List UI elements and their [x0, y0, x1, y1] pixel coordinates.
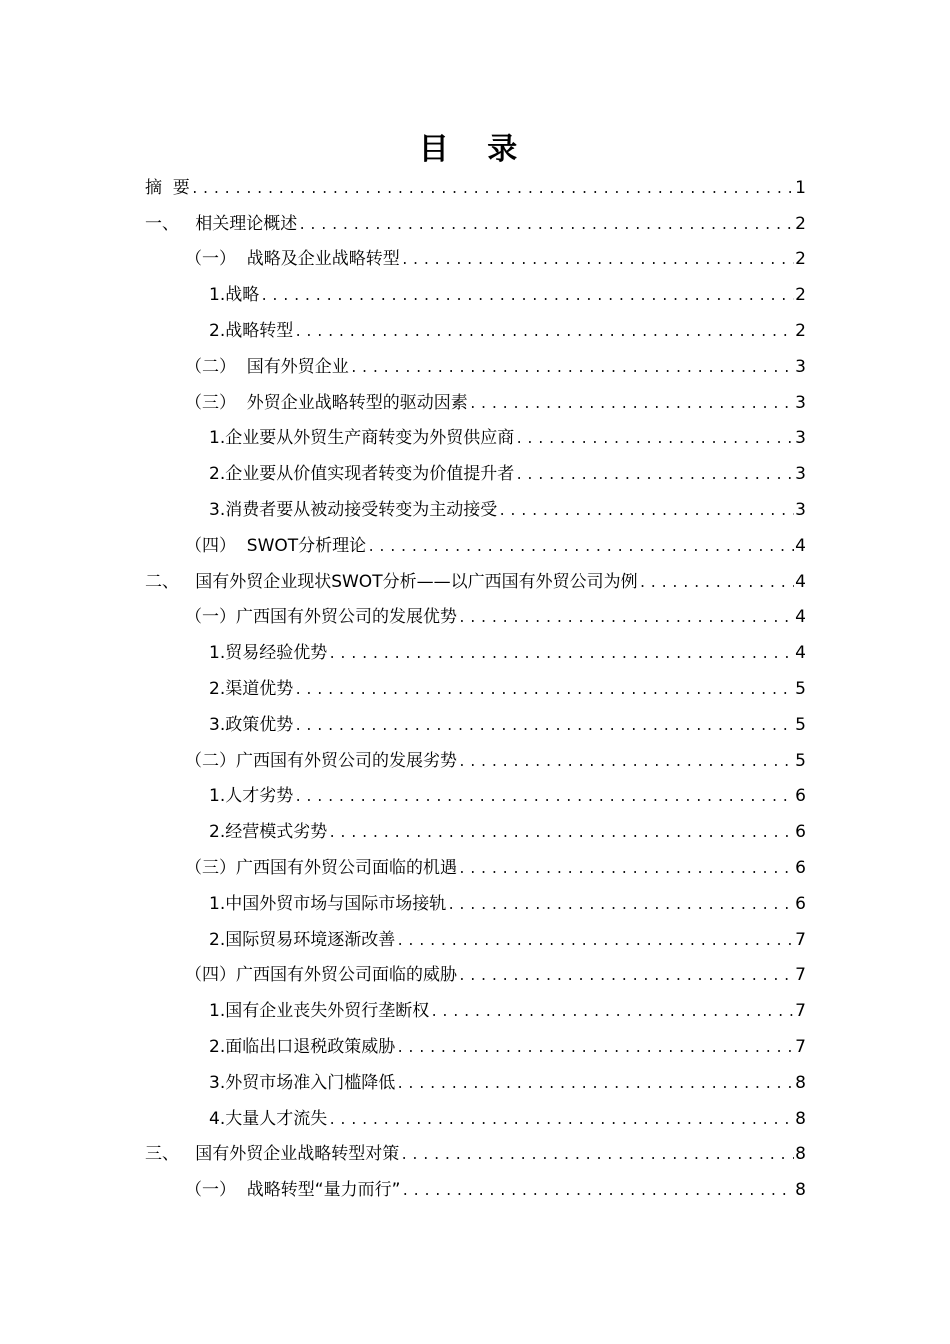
toc-entry-page-number: 2	[795, 213, 806, 234]
toc-entry[interactable]	[0, 421, 950, 457]
toc-entry-text: 1.企业要从外贸生产商转变为外贸供应商	[209, 428, 515, 449]
toc-leader-dots	[458, 860, 794, 880]
toc-entry-text: 1.国有企业丧失外贸行垄断权	[209, 1001, 430, 1022]
toc-entry-page-number: 8	[795, 1108, 806, 1129]
toc-entry[interactable]	[0, 1172, 950, 1208]
toc-entry-text: （一） 战略及企业战略转型	[185, 249, 400, 270]
toc-entry-text: （四）广西国有外贸公司面临的威胁	[185, 965, 457, 986]
toc-entry[interactable]	[0, 922, 950, 958]
toc-entry[interactable]	[0, 600, 950, 636]
toc-entry-page-number: 8	[795, 1144, 806, 1165]
toc-leader-dots	[328, 824, 794, 844]
toc-entry-page-number: 7	[795, 1037, 806, 1058]
toc-entry-page-number: 5	[795, 679, 806, 700]
toc-entry-text: 2.经营模式劣势	[209, 822, 328, 843]
toc-entry[interactable]	[0, 850, 950, 886]
toc-entry[interactable]	[0, 743, 950, 779]
toc-leader-dots	[350, 359, 794, 379]
toc-entry[interactable]	[0, 671, 950, 707]
toc-entry-page-number: 3	[795, 428, 806, 449]
toc-entry-page-number: 6	[795, 858, 806, 879]
toc-entry-page-number: 4	[795, 643, 806, 664]
toc-entry-page-number: 6	[795, 893, 806, 914]
toc-entry[interactable]	[0, 1065, 950, 1101]
toc-leader-dots	[328, 645, 794, 665]
toc-entry-text: 2.战略转型	[209, 321, 294, 342]
toc-entry-text: （三） 外贸企业战略转型的驱动因素	[185, 392, 468, 413]
toc-entry[interactable]	[0, 313, 950, 349]
toc-entry[interactable]	[0, 492, 950, 528]
toc-leader-dots	[458, 609, 794, 629]
toc-entry[interactable]	[0, 958, 950, 994]
toc-entry-text: （四） SWOT分析理论	[185, 535, 367, 556]
toc-entry-page-number: 6	[795, 822, 806, 843]
toc-leader-dots	[430, 1003, 794, 1023]
toc-entry-text: （二） 国有外贸企业	[185, 356, 349, 377]
toc-entry[interactable]	[0, 564, 950, 600]
toc-entry[interactable]	[0, 349, 950, 385]
toc-entry[interactable]	[0, 1101, 950, 1137]
toc-entry[interactable]	[0, 1029, 950, 1065]
toc-leader-dots	[458, 753, 794, 773]
toc-entry-text: 三、 国有外贸企业战略转型对策	[145, 1144, 400, 1165]
toc-entry-page-number: 5	[795, 714, 806, 735]
toc-entry-text: 2.企业要从价值实现者转变为价值提升者	[209, 464, 515, 485]
toc-leader-dots	[639, 574, 795, 594]
toc-leader-dots	[396, 932, 794, 952]
toc-entry-page-number: 1	[795, 177, 806, 198]
toc-entry[interactable]	[0, 886, 950, 922]
toc-entry-text: 3.外贸市场准入门槛降低	[209, 1072, 396, 1093]
toc-leader-dots	[469, 395, 794, 415]
toc-leader-dots	[294, 681, 794, 701]
toc-entry-page-number: 4	[795, 571, 806, 592]
toc-entry-text: 一、 相关理论概述	[145, 213, 298, 234]
toc-entry-text: 2.国际贸易环境逐渐改善	[209, 929, 396, 950]
toc-entry[interactable]	[0, 993, 950, 1029]
toc-entry[interactable]	[0, 170, 950, 206]
toc-leader-dots	[447, 896, 794, 916]
toc-leader-dots	[396, 1039, 794, 1059]
toc-entry-text: 4.大量人才流失	[209, 1108, 328, 1129]
toc-entry-text: 摘 要	[145, 177, 190, 198]
toc-entry[interactable]	[0, 635, 950, 671]
toc-leader-dots	[191, 180, 794, 200]
toc-entry-text: （一） 战略转型“量力而行”	[185, 1180, 401, 1201]
toc-entry-text: 1.贸易经验优势	[209, 643, 328, 664]
toc-leader-dots	[298, 216, 794, 236]
toc-entry[interactable]	[0, 277, 950, 313]
toc-entry-text: （三）广西国有外贸公司面临的机遇	[185, 858, 457, 879]
toc-leader-dots	[328, 1111, 794, 1131]
toc-entry-page-number: 2	[795, 321, 806, 342]
toc-leader-dots	[294, 788, 794, 808]
toc-entry-page-number: 8	[795, 1180, 806, 1201]
toc-entry-text: （二）广西国有外贸公司的发展劣势	[185, 750, 457, 771]
toc-title: 目 录	[418, 132, 532, 167]
toc-entry[interactable]	[0, 1137, 950, 1173]
toc-leader-dots	[401, 251, 794, 271]
toc-entry-page-number: 5	[795, 750, 806, 771]
toc-entry-page-number: 3	[795, 356, 806, 377]
toc-leader-dots	[458, 967, 794, 987]
toc-entry[interactable]	[0, 779, 950, 815]
toc-entry-page-number: 3	[795, 392, 806, 413]
toc-leader-dots	[515, 466, 794, 486]
toc-entry-page-number: 2	[795, 249, 806, 270]
toc-entry-page-number: 6	[795, 786, 806, 807]
toc-leader-dots	[294, 323, 794, 343]
toc-entry-page-number: 2	[795, 285, 806, 306]
toc-leader-dots	[396, 1075, 794, 1095]
toc-entry-page-number: 7	[795, 929, 806, 950]
toc-entry[interactable]	[0, 242, 950, 278]
toc-entry-page-number: 8	[795, 1072, 806, 1093]
toc-entry-text: 1.中国外贸市场与国际市场接轨	[209, 893, 447, 914]
toc-leader-dots	[515, 430, 794, 450]
toc-entry[interactable]	[0, 707, 950, 743]
toc-entry[interactable]	[0, 814, 950, 850]
toc-entry[interactable]	[0, 456, 950, 492]
toc-entry[interactable]	[0, 385, 950, 421]
toc-leader-dots	[400, 1146, 794, 1166]
toc-entry-text: （一）广西国有外贸公司的发展优势	[185, 607, 457, 628]
toc-leader-dots	[294, 717, 794, 737]
toc-entry-page-number: 4	[795, 535, 806, 556]
toc-entry-text: 1.战略	[209, 285, 260, 306]
toc-entry-text: 2.面临出口退税政策威胁	[209, 1037, 396, 1058]
toc-entry-page-number: 4	[795, 607, 806, 628]
toc-entry-text: 2.渠道优势	[209, 679, 294, 700]
toc-list	[0, 170, 950, 1208]
toc-entry[interactable]	[0, 528, 950, 564]
toc-entry-page-number: 3	[795, 500, 806, 521]
toc-entry-text: 3.政策优势	[209, 714, 294, 735]
toc-leader-dots	[367, 538, 794, 558]
toc-entry-page-number: 3	[795, 464, 806, 485]
toc-leader-dots	[401, 1182, 794, 1202]
toc-leader-dots	[260, 287, 794, 307]
toc-leader-dots	[498, 502, 794, 522]
toc-entry-page-number: 7	[795, 965, 806, 986]
toc-entry-text: 二、 国有外贸企业现状SWOT分析——以广西国有外贸公司为例	[145, 571, 638, 592]
toc-entry-text: 1.人才劣势	[209, 786, 294, 807]
toc-entry-page-number: 7	[795, 1001, 806, 1022]
toc-entry-text: 3.消费者要从被动接受转变为主动接受	[209, 500, 498, 521]
toc-entry[interactable]	[0, 206, 950, 242]
